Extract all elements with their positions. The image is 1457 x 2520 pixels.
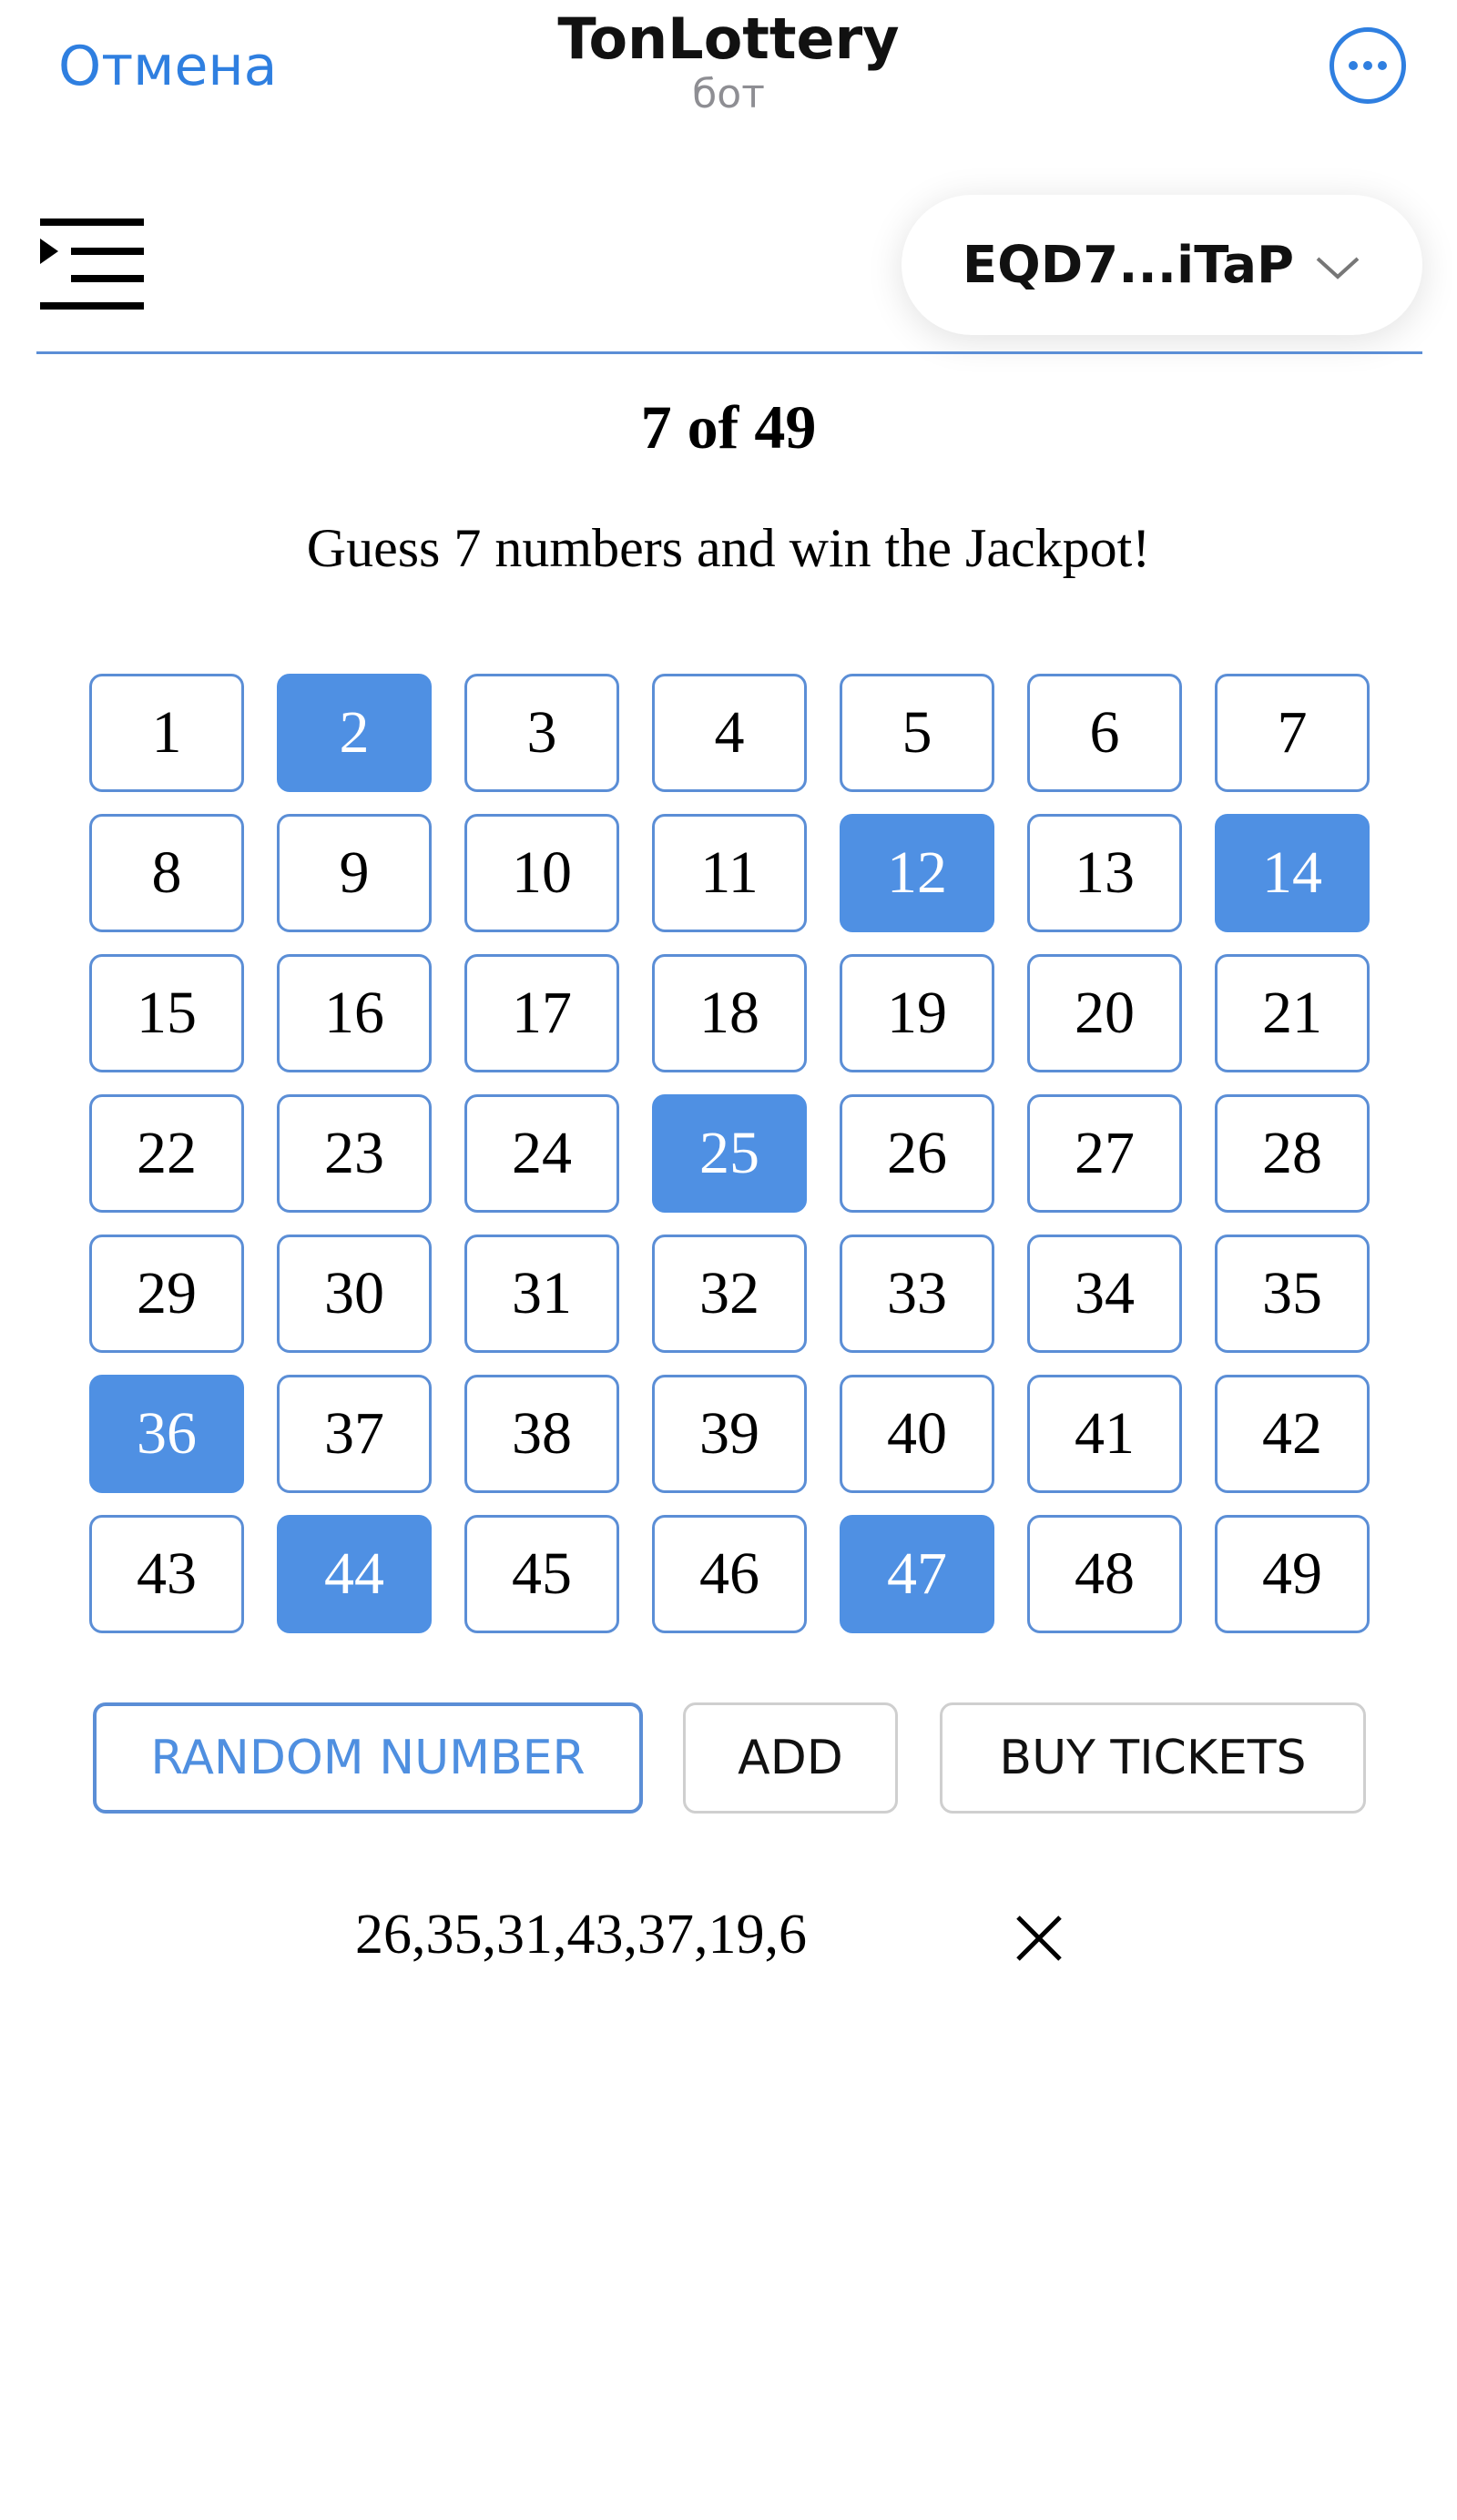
number-cell[interactable]: 31: [464, 1235, 619, 1353]
wallet-selector[interactable]: [902, 195, 1422, 335]
number-cell[interactable]: 37: [277, 1375, 432, 1493]
number-cell[interactable]: 13: [1027, 814, 1182, 932]
number-cell[interactable]: 22: [89, 1094, 244, 1213]
number-cell[interactable]: 39: [652, 1375, 807, 1493]
number-cell[interactable]: 21: [1215, 954, 1370, 1072]
number-cell[interactable]: 17: [464, 954, 619, 1072]
number-cell[interactable]: 46: [652, 1515, 807, 1633]
number-cell[interactable]: 29: [89, 1235, 244, 1353]
number-cell[interactable]: 25: [652, 1094, 807, 1213]
buy-tickets-button[interactable]: BUY TICKETS: [940, 1702, 1366, 1814]
number-cell[interactable]: 26: [840, 1094, 994, 1213]
number-cell[interactable]: 41: [1027, 1375, 1182, 1493]
number-cell[interactable]: 45: [464, 1515, 619, 1633]
number-cell[interactable]: 19: [840, 954, 994, 1072]
ticket-row: [0, 1903, 1457, 1985]
number-cell[interactable]: 10: [464, 814, 619, 932]
number-cell[interactable]: 18: [652, 954, 807, 1072]
number-cell[interactable]: 5: [840, 674, 994, 792]
number-cell[interactable]: 27: [1027, 1094, 1182, 1213]
number-cell[interactable]: 36: [89, 1375, 244, 1493]
number-cell[interactable]: 44: [277, 1515, 432, 1633]
number-cell[interactable]: 34: [1027, 1235, 1182, 1353]
number-cell[interactable]: 38: [464, 1375, 619, 1493]
bot-title: TonLottery: [557, 5, 900, 72]
game-title: 7 of 49: [640, 392, 817, 462]
number-cell[interactable]: 11: [652, 814, 807, 932]
random-number-button[interactable]: RANDOM NUMBER: [93, 1702, 643, 1814]
number-cell[interactable]: 7: [1215, 674, 1370, 792]
cancel-button[interactable]: Отмена: [58, 35, 278, 98]
number-cell[interactable]: 3: [464, 674, 619, 792]
number-cell[interactable]: 15: [89, 954, 244, 1072]
ticket-numbers: 26,35,31,43,37,19,6: [355, 1904, 807, 1966]
number-cell[interactable]: 24: [464, 1094, 619, 1213]
number-cell[interactable]: 40: [840, 1375, 994, 1493]
number-cell[interactable]: 9: [277, 814, 432, 932]
number-cell[interactable]: 48: [1027, 1515, 1182, 1633]
number-cell[interactable]: 33: [840, 1235, 994, 1353]
telegram-top-bar: [0, 0, 1457, 137]
number-cell[interactable]: 47: [840, 1515, 994, 1633]
wallet-address: EQD7...iTaP: [962, 235, 1295, 295]
number-cell[interactable]: 2: [277, 674, 432, 792]
menu-toggle-icon[interactable]: [40, 218, 146, 310]
number-cell[interactable]: 1: [89, 674, 244, 792]
number-cell[interactable]: 20: [1027, 954, 1182, 1072]
remove-ticket-button[interactable]: [1009, 1908, 1069, 1968]
number-cell[interactable]: 14: [1215, 814, 1370, 932]
game-subtitle: Guess 7 numbers and win the Jackpot!: [306, 518, 1151, 578]
number-cell[interactable]: 28: [1215, 1094, 1370, 1213]
number-cell[interactable]: 32: [652, 1235, 807, 1353]
bot-subtitle: бот: [692, 71, 765, 117]
number-cell[interactable]: 49: [1215, 1515, 1370, 1633]
number-cell[interactable]: 30: [277, 1235, 432, 1353]
close-icon: [1009, 1908, 1069, 1968]
number-cell[interactable]: 43: [89, 1515, 244, 1633]
more-options-button[interactable]: [1330, 27, 1406, 104]
header-divider: [36, 351, 1422, 354]
number-cell[interactable]: 16: [277, 954, 432, 1072]
number-cell[interactable]: 8: [89, 814, 244, 932]
number-cell[interactable]: 6: [1027, 674, 1182, 792]
number-cell[interactable]: 12: [840, 814, 994, 932]
number-cell[interactable]: 4: [652, 674, 807, 792]
chevron-down-icon: [1314, 255, 1361, 282]
ellipsis-icon: [1334, 32, 1401, 99]
number-grid: [89, 674, 1370, 1633]
number-cell[interactable]: 35: [1215, 1235, 1370, 1353]
number-cell[interactable]: 23: [277, 1094, 432, 1213]
add-button[interactable]: ADD: [683, 1702, 898, 1814]
number-cell[interactable]: 42: [1215, 1375, 1370, 1493]
